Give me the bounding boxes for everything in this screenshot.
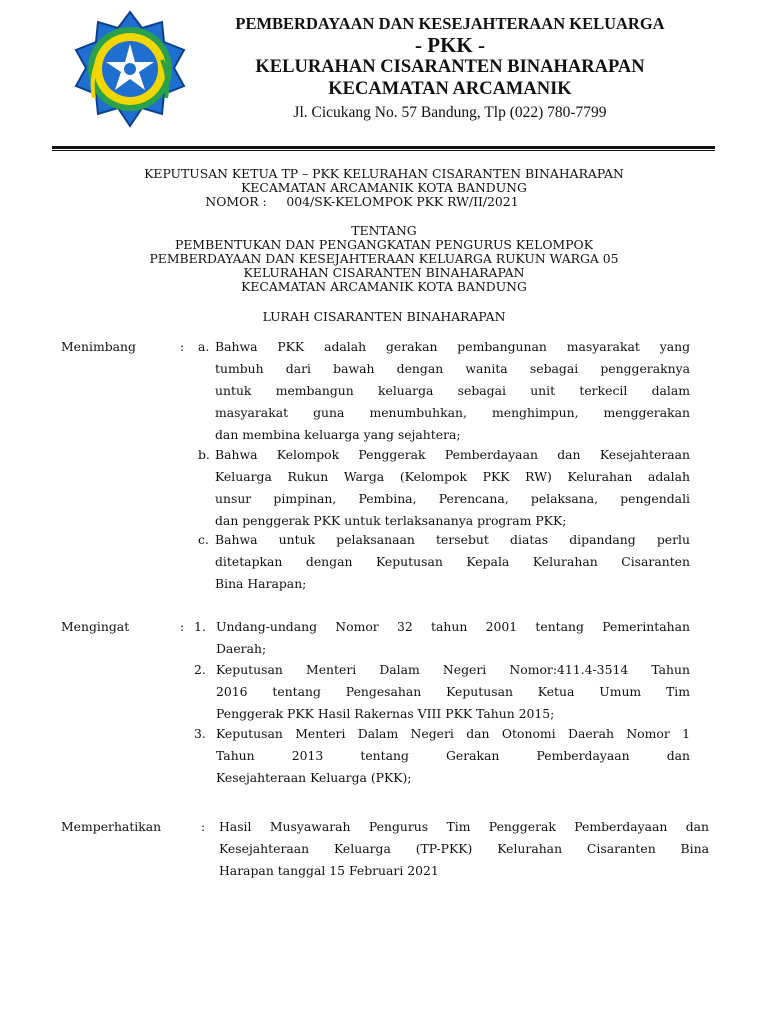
list-line: tumbuh dari bawah dengan wanita sebagai penggeraknya	[215, 361, 690, 376]
list-marker: c.	[198, 532, 209, 547]
letterhead	[200, 14, 700, 123]
list-line: Bahwa PKK adalah gerakan pembangunan masyarakat yang	[215, 339, 690, 354]
list-line: dan penggerak PKK untuk terlaksananya program PKK;	[215, 513, 567, 528]
subject-line: PEMBENTUKAN DAN PENGANGKATAN PENGURUS KELOMPOK	[175, 237, 593, 252]
org-name: PEMBERDAYAAN DAN KESEJAHTERAAN KELUARGA	[235, 14, 665, 33]
list-marker: 1.	[194, 619, 206, 634]
list-line: Bina Harapan;	[215, 576, 307, 591]
letterhead-divider-thin	[52, 150, 715, 151]
section-colon: :	[201, 819, 206, 834]
subject-block	[0, 224, 768, 294]
list-marker: b.	[198, 447, 210, 462]
list-line: Bahwa Kelompok Penggerak Pemberdayaan dan Kesejahteraan	[215, 447, 690, 462]
org-kelurahan: KELURAHAN CISARANTEN BINAHARAPAN	[255, 57, 645, 77]
issuer-block	[0, 310, 768, 324]
subject-line: PEMBERDAYAAN DAN KESEJAHTERAAN KELUARGA RUKUN WARGA 05	[149, 251, 619, 266]
list-line: Tahun 2013 tentang Gerakan Pemberdayaan dan	[216, 748, 690, 763]
list-line: Penggerak PKK Hasil Rakernas VIII PKK Tahun 2015;	[216, 706, 555, 721]
list-line: 2016 tentang Pengesahan Keputusan Ketua Umum Tim	[216, 684, 690, 699]
list-line: dan membina keluarga yang sejahtera;	[215, 427, 461, 442]
list-line: Keputusan Menteri Dalam Negeri dan Otonomi Daerah Nomor 1	[216, 726, 690, 741]
decree-number-value: 004/SK-KELOMPOK PKK RW/II/2021	[286, 194, 519, 209]
list-line: masyarakat guna menumbuhkan, menghimpun, menggerakan	[215, 405, 690, 420]
paragraph-line: Kesejahteraan Keluarga (TP-PKK) Kelurahan Cisaranten Bina	[219, 841, 709, 856]
list-line: ditetapkan dengan Keputusan Kepala Kelurahan Cisaranten	[215, 554, 690, 569]
list-marker: 3.	[194, 726, 206, 741]
decree-number-label: NOMOR :	[205, 194, 267, 209]
decree-title-line: KEPUTUSAN KETUA TP – PKK KELURAHAN CISARANTEN BINAHARAPAN	[144, 166, 624, 181]
section-label: Memperhatikan	[61, 819, 162, 834]
section-label: Menimbang	[61, 339, 136, 354]
list-line: Bahwa untuk pelaksanaan tersebut diatas dipandang perlu	[215, 532, 690, 547]
list-line: Keluarga Rukun Warga (Kelompok PKK RW) Kelurahan adalah	[215, 469, 690, 484]
list-line: untuk membangun keluarga sebagai unit terkecil dalam	[215, 383, 690, 398]
issuer-title: LURAH CISARANTEN BINAHARAPAN	[262, 309, 506, 324]
decree-title-line: KECAMATAN ARCAMANIK KOTA BANDUNG	[241, 180, 527, 195]
org-pkk: - PKK -	[415, 33, 485, 57]
pkk-emblem-logo	[70, 8, 190, 132]
org-kecamatan: KECAMATAN ARCAMANIK	[328, 79, 572, 99]
list-marker: a.	[198, 339, 210, 354]
list-line: Kesejahteraan Keluarga (PKK);	[216, 770, 412, 785]
subject-heading: TENTANG	[351, 223, 417, 238]
decree-number	[205, 195, 518, 209]
list-line: Daerah;	[216, 641, 267, 656]
paragraph-line: Hasil Musyawarah Pengurus Tim Penggerak Pemberdayaan dan	[219, 819, 709, 834]
list-line: Undang-undang Nomor 32 tahun 2001 tentang Pemerintahan	[216, 619, 690, 634]
section-colon: :	[180, 619, 185, 634]
section-label: Mengingat	[61, 619, 130, 634]
paragraph-line: Harapan tanggal 15 Februari 2021	[219, 863, 439, 878]
list-line: unsur pimpinan, Pembina, Perencana, pelaksana, pengendali	[215, 491, 690, 506]
list-line: Keputusan Menteri Dalam Negeri Nomor:411.4-3514 Tahun	[216, 662, 690, 677]
decree-title-block	[0, 167, 768, 209]
section-colon: :	[180, 339, 185, 354]
subject-line: KECAMATAN ARCAMANIK KOTA BANDUNG	[241, 279, 527, 294]
subject-line: KELURAHAN CISARANTEN BINAHARAPAN	[243, 265, 525, 280]
list-marker: 2.	[194, 662, 206, 677]
org-address: Jl. Cicukang No. 57 Bandung, Tlp (022) 780-7799	[293, 104, 607, 121]
letterhead-divider-thick	[52, 146, 715, 149]
